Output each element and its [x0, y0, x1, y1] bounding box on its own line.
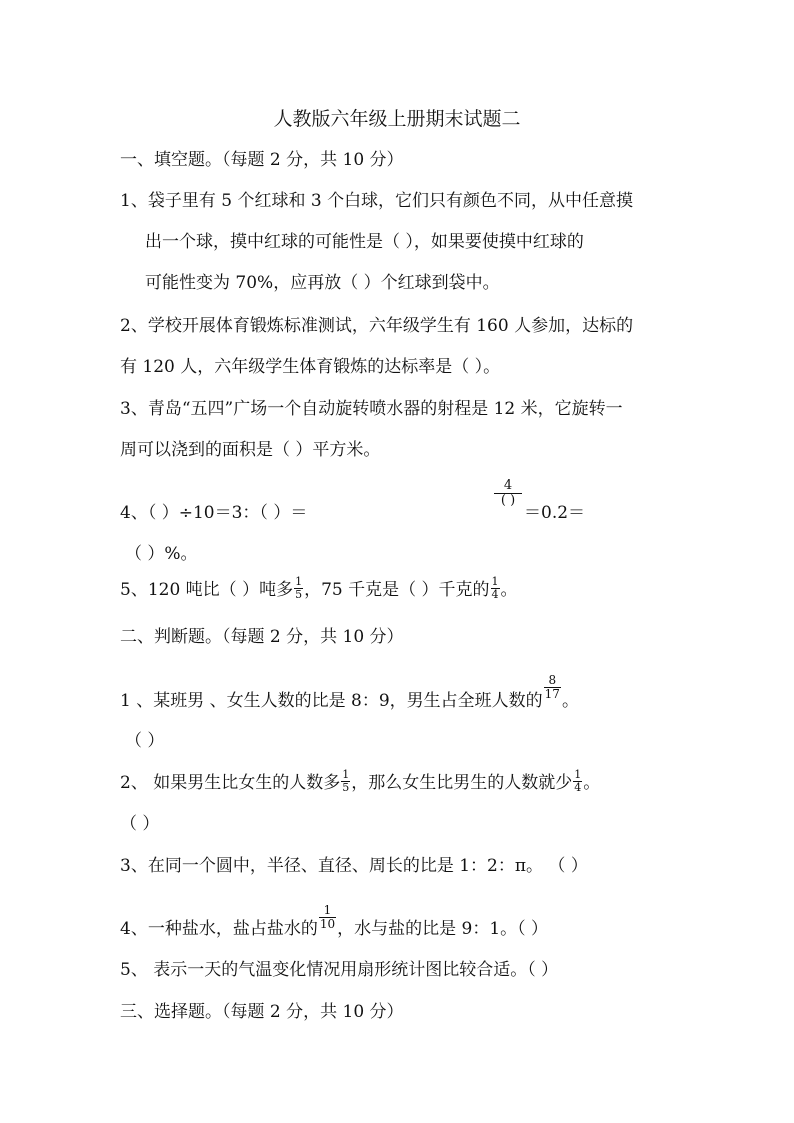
- judgement-2-end: 。: [583, 773, 601, 793]
- question-1-line-3: 可能性变为 70%，应再放（ ）个红球到袋中。: [145, 273, 500, 293]
- judgement-4-part-1: 4、一种盐水，盐占盐水的: [120, 919, 318, 939]
- question-5-fraction-1: [294, 576, 303, 601]
- judgement-3: 3、在同一个圆中，半径、直径、周长的比是 1：2：π。 （ ）: [120, 856, 588, 876]
- judgement-2: [120, 768, 601, 796]
- question-5-part-3: 。: [500, 580, 518, 600]
- judgement-2-part-2: ，那么女生比男生的人数就少: [351, 773, 573, 793]
- judgement-1-fraction-denominator: 17: [544, 687, 560, 701]
- question-5-fraction-2-numerator: 1: [491, 575, 499, 588]
- judgement-1-fraction-numerator: 8: [548, 673, 557, 687]
- judgement-4-fraction-denominator: 10: [319, 917, 336, 931]
- question-5: [120, 575, 518, 603]
- judgement-2-fraction-1: [341, 769, 350, 794]
- question-5-fraction-1-denominator: 5: [295, 588, 303, 601]
- section-heading-fill-in: 一、填空题。（每题 2 分，共 10 分）: [120, 150, 404, 170]
- judgement-2-answer-paren: （ ）: [120, 814, 160, 834]
- question-4-fraction-denominator: ( ): [494, 493, 522, 508]
- question-5-fraction-1-numerator: 1: [295, 575, 303, 588]
- judgement-2-fraction-2-denominator: 4: [574, 781, 582, 794]
- judgement-1-end: 。: [561, 691, 579, 711]
- question-5-fraction-2-denominator: 4: [491, 588, 499, 601]
- question-1-line-1: 1、袋子里有 5 个红球和 3 个白球，它们只有颜色不同，从中任意摸: [120, 191, 634, 211]
- judgement-2-fraction-2-numerator: 1: [574, 768, 582, 781]
- question-4-part-2: ＝0.2＝: [524, 503, 586, 523]
- section-heading-true-false: 二、判断题。（每题 2 分，共 10 分）: [120, 627, 404, 647]
- judgement-4-fraction-numerator: 1: [323, 903, 332, 917]
- question-2-line-2: 有 120 人，六年级学生体育锻炼的达标率是（ ）。: [120, 357, 501, 377]
- judgement-4: [120, 903, 549, 943]
- question-3-line-1: 3、青岛“五四”广场一个自动旋转喷水器的射程是 12 米，它旋转一: [120, 399, 623, 419]
- question-1-line-2: 出一个球，摸中红球的可能性是（ ），如果要使摸中红球的: [145, 232, 584, 252]
- judgement-2-fraction-1-numerator: 1: [342, 768, 350, 781]
- question-4-fraction-numerator: 4: [503, 478, 513, 493]
- question-5-part-1: 5、120 吨比（ ）吨多: [120, 580, 294, 600]
- judgement-2-fraction-1-denominator: 5: [342, 781, 350, 794]
- page-title: 人教版六年级上册期末试题二: [273, 108, 521, 130]
- judgement-1: [120, 673, 579, 715]
- judgement-2-fraction-2: [573, 769, 582, 794]
- question-4-fraction: [494, 479, 522, 508]
- question-4-line-2: （ ）%。: [125, 544, 198, 564]
- judgement-2-part-1: 2、 如果男生比女生的人数多: [120, 773, 341, 793]
- judgement-4-fraction: [319, 904, 336, 931]
- judgement-1-fraction: [544, 674, 561, 701]
- question-5-part-2: ，75 千克是（ ）千克的: [304, 580, 490, 600]
- question-5-fraction-2: [491, 576, 500, 601]
- judgement-1-answer-paren: （ ）: [125, 731, 165, 751]
- question-3-line-2: 周可以浇到的面积是（ ）平方米。: [120, 440, 381, 460]
- section-heading-multiple-choice: 三、选择题。（每题 2 分，共 10 分）: [120, 1002, 404, 1022]
- question-2-line-1: 2、学校开展体育锻炼标准测试，六年级学生有 160 人参加，达标的: [120, 316, 634, 336]
- question-4-part-1: 4、（ ）÷10＝3：（ ）＝: [120, 503, 308, 523]
- judgement-1-text: 1 、某班男 、女生人数的比是 8：9，男生占全班人数的: [120, 691, 543, 711]
- judgement-5: 5、 表示一天的气温变化情况用扇形统计图比较合适。（ ）: [120, 960, 559, 980]
- judgement-4-part-2: ，水与盐的比是 9：1。（ ）: [337, 919, 549, 939]
